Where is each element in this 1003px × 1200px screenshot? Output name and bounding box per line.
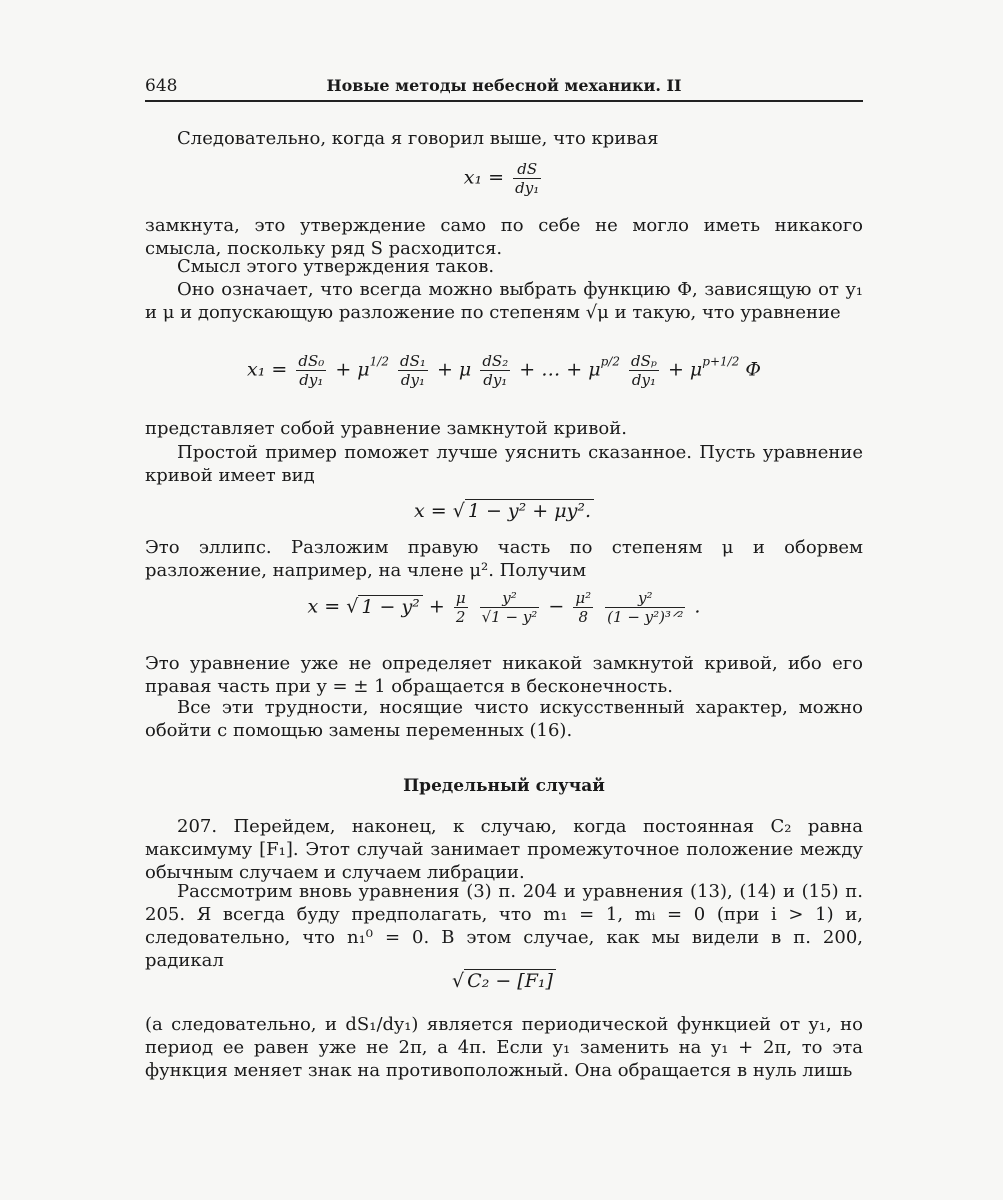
paragraph-4: Оно означает, что всегда можно выбрать функцию Φ, зависящую от y₁ и μ и допускающую разложение по степеням √μ и такую, что уравнение	[145, 279, 863, 323]
equation-5: √ C₂ − [F₁]	[145, 970, 863, 992]
paragraph-10: 207. Перейдем, наконец, к случаю, когда постоянная C₂ равна максимуму [F₁]. Этот случай занимает промежуточное положение между обычным случаем и случаем либрации.	[145, 816, 863, 883]
eq2-term-1: $\frac{\text{dS₁}}{\text{dy₁}}$	[400, 352, 426, 389]
running-title: Новые методы небесной механики. II	[326, 76, 682, 95]
paragraph-3: Смысл этого утверждения таков.	[177, 256, 495, 277]
paragraph-9: Все эти трудности, носящие чисто искусственный характер, можно обойти с помощью замены переменных (16).	[145, 697, 863, 741]
page-header	[145, 76, 863, 102]
paragraph-12: (а следовательно, и dS₁/dy₁) является периодической функцией от y₁, но период ее равен уже не 2π, а 4π. Если y₁ заменить на y₁ + 2π, то эта функция меняет знак на противоположный. Она обращается в нуль лишь	[145, 1014, 863, 1081]
eq2-term-2: $\frac{\text{dS₂}}{\text{dy₁}}$	[482, 352, 509, 389]
paragraph-1: Следовательно, когда я говорил выше, что кривая	[177, 128, 659, 149]
equation-3: x = √ 1 − y² + μy².	[145, 500, 863, 522]
equation-2: x₁ = $\frac{\text{dS₀}}{\text{dy₁}}$ + $\mu^{1/2}$ $\frac{\text{dS₁}}{\text{dy₁}}$ + μ $\frac{\text{dS₂}}{\text{dy₁}}$ + … + $\mu^{p/2}$ $\frac{\text{dSₚ}}{\text{dy₁}}$ + $\mu^{p+1/2}$ Φ	[247, 352, 761, 389]
eq1-fraction: $\frac{dS}{\text{dy₁}}$	[515, 160, 540, 197]
equation-1	[145, 160, 863, 197]
paragraph-2: замкнута, это утверждение само по себе не могло иметь никакого смысла, поскольку ряд S расходится.	[145, 215, 863, 259]
paragraph-7: Это эллипс. Разложим правую часть по степеням μ и оборвем разложение, например, на члене μ². Получим	[145, 537, 863, 581]
equation-4: x = √ 1 − y² + $\frac{\mu}{2}$ $\frac{\text{y²}}{\text{√1 − y²}}$ − $\frac{\text{μ²}}{8}$ $\frac{\text{y²}}{\text{(1 − y²)³ᐟ²}}$ .	[307, 589, 701, 626]
section-heading: Предельный случай	[403, 776, 605, 796]
paragraph-11: Рассмотрим вновь уравнения (3) п. 204 и уравнения (13), (14) и (15) п. 205. Я всегда буду предполагать, что m₁ = 1, mᵢ = 0 (при i > 1) и, следовательно, что n₁⁰ = 0. В этом случае, как мы видели в п. 200, радикал	[145, 881, 863, 971]
eq2-term-0: $\frac{\text{dS₀}}{\text{dy₁}}$	[298, 352, 325, 389]
eq1-lhs: x₁ =	[463, 166, 505, 189]
eq2-term-p: $\frac{\text{dSₚ}}{\text{dy₁}}$	[631, 352, 657, 389]
paragraph-8: Это уравнение уже не определяет никакой замкнутой кривой, ибо его правая часть при y = ± 1 обращается в бесконечность.	[145, 653, 863, 697]
paragraph-6: Простой пример поможет лучше уяснить сказанное. Пусть уравнение кривой имеет вид	[145, 442, 863, 486]
page-number: 648	[145, 76, 178, 96]
paragraph-5: представляет собой уравнение замкнутой кривой.	[145, 418, 627, 439]
